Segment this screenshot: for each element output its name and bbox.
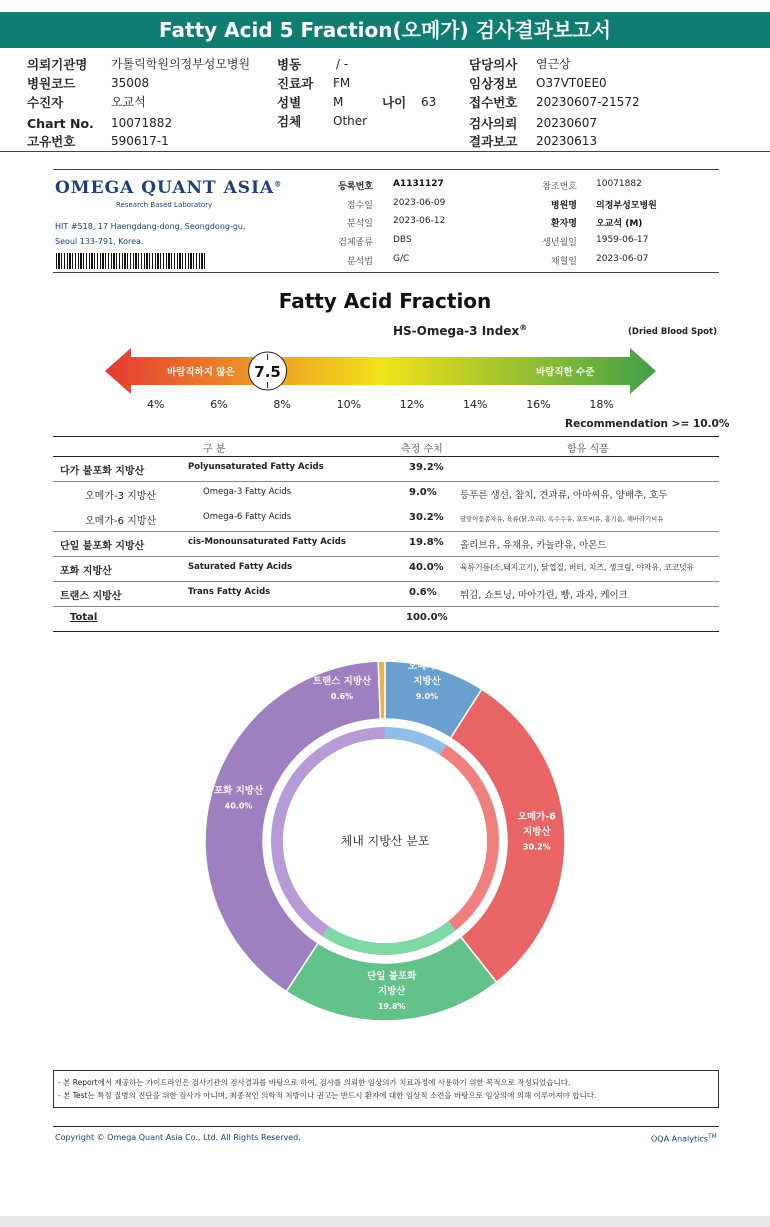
analyzed-label: 분석일 [346,219,373,229]
dob-value: 1959-06-17 [596,235,649,245]
donut-slice-label: 트랜스 지방산 [312,676,372,687]
dept-label: 진료과 [277,76,314,91]
row-category-en: cis-Monounsaturated Fatty Acids [188,537,346,547]
scale-tick-label: 6% [210,398,228,411]
sex-value: M [333,95,344,109]
scale-tick-label: 12% [399,398,425,411]
note-line-2: - 본 Test는 특정 질병의 진단을 위한 검사가 아니며, 최종적인 의학적 처방이나 권고는 반드시 환자에 대한 임상적 소견을 바탕으로 임상의에 의해 이루어져야 합니다. [58,1091,597,1100]
scale-tick-label: 4% [147,398,165,411]
ward-label: 병동 [277,57,302,72]
ref-no-value: 10071882 [596,179,642,189]
lab-logo: OMEGA QUANT ASIA® [55,178,283,198]
specimen-type-value: DBS [393,235,412,245]
donut-slice-label: 9.0% [415,692,439,701]
receipt-label: 접수번호 [469,95,518,110]
institution-label: 의뢰기관명 [27,57,88,72]
received-value: 2023-06-09 [393,198,446,208]
collected-label: 채혈일 [550,257,577,267]
row-value: 19.8% [409,537,444,548]
received-label: 접수일 [346,201,373,211]
index-value: 7.5 [254,363,281,381]
ref-no-label: 참조번호 [542,182,577,192]
ward-value: / - [336,57,349,71]
hospital-label: 병원명 [550,201,577,211]
request-label: 검사의뢰 [469,116,518,131]
donut-slice-label: 19.8% [377,1001,406,1011]
desirable-label: 바람직한 수준 [536,367,595,378]
row-value: 39.2% [409,462,444,473]
collected-value: 2023-06-07 [596,254,649,264]
sex-label: 성별 [277,95,302,110]
row-category-en: Omega-3 Fatty Acids [203,487,292,497]
row-category-en: Trans Fatty Acids [188,587,271,597]
section-title: Fatty Acid Fraction [278,289,492,313]
oqa-analytics: OQA Analytics™ [651,1133,717,1144]
reg-no-value: A1131127 [393,179,444,189]
row-foods: 육류기름(소,돼지고기), 닭껍질, 버터, 치즈, 생크림, 야자유, 코코넛유 [460,563,695,572]
row-category-kr: 트랜스 지방산 [60,591,122,602]
recommendation: Recommendation >= 10.0% [565,418,730,430]
hospital-value: 의정부성모병원 [596,201,657,211]
hospital-code-value: 35008 [111,76,150,90]
specimen-label: 검체 [277,114,302,129]
scale-tick-label: 8% [273,398,291,411]
index-title: HS-Omega-3 Index® [393,323,528,338]
chart-no-value: 10071882 [111,116,173,130]
method-label: 분석법 [346,257,373,267]
method-value: G/C [393,254,410,264]
donut-slice-label: 오메가-3 [407,661,447,672]
donut-slice-label: 오메가-6 [517,811,556,823]
donut-slice-label: 40.0% [224,801,253,811]
unique-no-label: 고유번호 [27,134,76,149]
scale-tick-label: 18% [589,398,614,411]
age-label: 나이 [382,95,407,110]
specimen-note: (Dried Blood Spot) [628,327,717,337]
clinical-label: 임상정보 [469,76,518,91]
header-value: 측정 수치 [401,444,443,455]
lab-subtitle: Research Based Laboratory [116,201,213,209]
row-category-kr: 다가 불포화 지방산 [60,466,145,477]
row-divider [53,556,719,557]
report-value: 20230613 [536,134,598,148]
dept-value: FM [333,76,351,90]
row-value: 40.0% [409,562,444,573]
reg-patient-label: 환자명 [550,219,577,229]
unique-no-value: 590617-1 [111,134,169,148]
row-category-en: Omega-6 Fatty Acids [203,512,292,522]
donut-slice-label: 지방산 [413,676,441,687]
header-category: 구 분 [203,444,226,455]
row-divider [53,581,719,582]
institution-value: 가톨릭학원의정부성모병원 [111,57,251,71]
donut-slice-label: 지방산 [523,826,551,838]
row-category-kr: 오메가-6 지방산 [85,516,157,527]
patient-label: 수진자 [27,95,64,110]
hospital-code-label: 병원코드 [27,76,76,91]
total-label: Total [70,612,98,623]
patient-value: 오교석 [111,95,146,109]
scale-tick-label: 10% [336,398,362,411]
divider [53,169,719,170]
receipt-value: 20230607-21572 [536,95,640,109]
row-category-kr: 포화 지방산 [60,566,112,577]
specimen-value: Other [333,114,368,128]
clinical-value: O37VT0EE0 [536,76,607,90]
dob-label: 생년월일 [542,238,577,248]
header-foods: 함유 식품 [567,444,609,455]
divider [0,151,770,152]
row-category-kr: 단일 불포화 지방산 [60,541,145,552]
chart-no-label: Chart No. [27,116,94,131]
total-value: 100.0% [406,612,448,623]
row-foods: 튀김, 쇼트닝, 마아가린, 빵, 과자, 케이크 [460,590,628,601]
row-foods: 올리브유, 유채유, 카놀라유, 아몬드 [460,540,607,551]
row-category-kr: 오메가-3 지방산 [85,491,157,502]
reg-no-label: 등록번호 [338,182,373,192]
report-label: 결과보고 [469,134,518,149]
fatty-acid-donut-chart [200,655,570,1030]
doctor-label: 담당의사 [469,57,518,72]
donut-slice-label: 0.6% [330,692,354,701]
donut-slice-label: 포화 지방산 [213,785,264,797]
row-value: 9.0% [409,487,437,498]
divider [53,1126,719,1127]
disclaimer-notes [53,1070,719,1108]
row-foods: 등푸른 생선, 참치, 견과류, 아마씨유, 양배추, 호두 [460,490,668,501]
reg-patient-value: 오교석 (M) [596,219,643,229]
chart-center-title: 체내 지방산 분포 [340,834,430,848]
row-value: 0.6% [409,587,437,598]
row-value: 30.2% [409,512,444,523]
lab-address: HIT #518, 17 Haengdang-dong, Seongdong-gu, Seoul 133-791, Korea. [55,222,246,246]
donut-slice-label: 30.2% [522,842,551,852]
row-divider [53,606,719,607]
specimen-type-label: 검체종류 [338,238,373,248]
report-title: Fatty Acid 5 Fraction(오메가) 검사결과보고서 [0,12,770,48]
age-value: 63 [421,95,437,109]
barcode [56,253,206,269]
row-divider [53,531,719,532]
copyright: Copyright © Omega Quant Asia Co., Ltd. All Rights Reserved. [55,1133,301,1142]
row-category-en: Saturated Fatty Acids [188,562,293,572]
request-value: 20230607 [536,116,598,130]
row-foods: 달맞이꽃종자유, 육류(닭,오리), 옥수수유, 포도씨유, 홍기름, 해바라기씨유 [460,516,664,523]
page-bottom-strip [0,1216,770,1227]
analyzed-value: 2023-06-12 [393,216,446,226]
scale-tick-label: 16% [526,398,551,411]
note-line-1: - 본 Report에서 제공하는 가이드라인은 검사기관의 검사결과를 바탕으로 하여, 검사를 의뢰한 임상의가 치료과정에 사용하기 위한 목적으로 작성되었습니다. [58,1078,571,1087]
index-marker [249,352,287,390]
donut-slice-label: 단일 불포화 [367,970,417,982]
undesirable-label: 바람직하지 않은 [167,367,235,378]
donut-slice-label: 지방산 [377,985,406,997]
row-divider [53,481,719,482]
doctor-value: 염근상 [536,57,571,71]
row-category-en: Polyunsaturated Fatty Acids [188,462,324,472]
omega-index-scale [105,348,665,394]
scale-tick-label: 14% [463,398,488,411]
divider [53,272,719,273]
